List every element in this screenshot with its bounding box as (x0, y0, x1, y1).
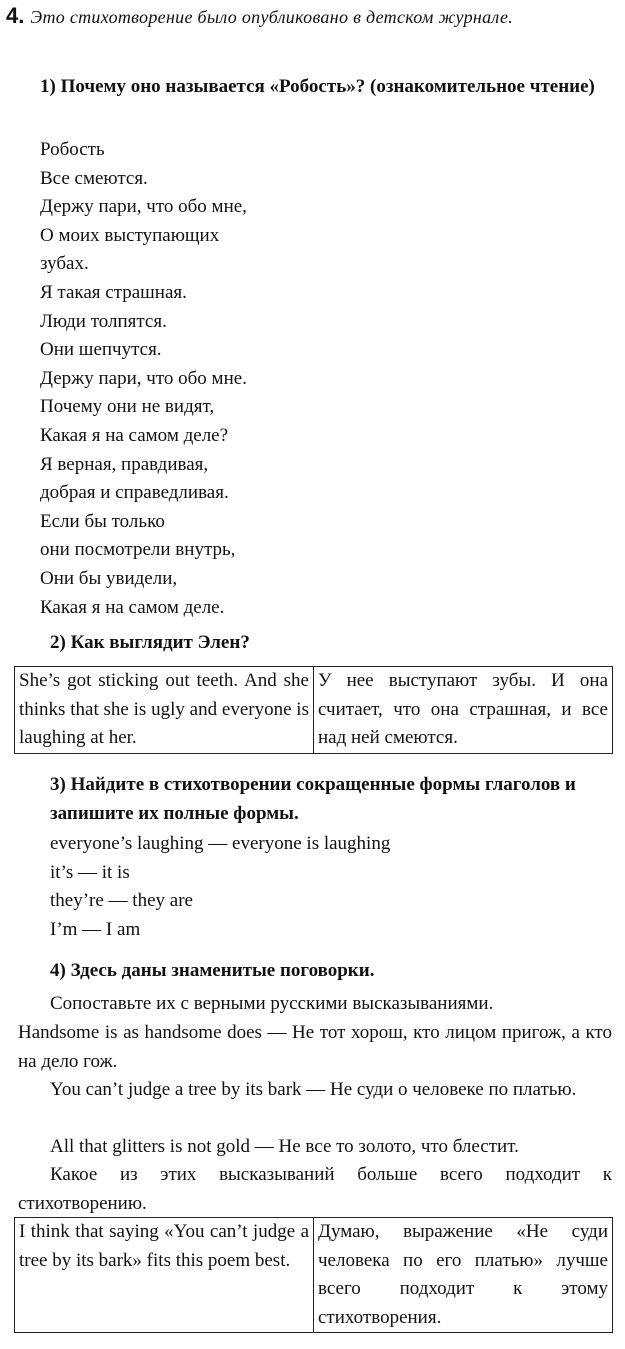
poem-line: Почему они не видят, (40, 396, 215, 418)
list-item: they’re — they are (50, 890, 193, 911)
poem-line: зубах. (40, 253, 89, 275)
task-number: 4. (6, 3, 25, 28)
poem-line: Все смеются. (40, 167, 148, 189)
list-item: it’s — it is (50, 861, 130, 883)
task-header (6, 2, 612, 31)
poem-line: Держу пари, что обо мне. (40, 367, 247, 389)
poem-title: Робость (40, 139, 105, 160)
answer-table-2 (14, 666, 613, 754)
answer-english: I think that saying «You can’t judge a tree by its bark» fits this poem best. (15, 1218, 314, 1333)
answer-russian: У нее выступают зубы. И она считает, что она страшная, и все над ней смеются. (314, 667, 613, 754)
question-1-heading: 1) Почему оно называется «Робость»? (ознакомительное чтение) (40, 76, 595, 97)
question-4-heading: 4) Здесь даны знаменитые поговорки. (50, 960, 375, 981)
saying-2: You can’t judge a tree by its bark — Не суди о человеке по платью. (50, 1079, 577, 1100)
answer-table-4 (14, 1217, 613, 1333)
table-row (15, 667, 613, 754)
contraction-list (50, 830, 390, 944)
poem-line: Я верная, правдивая, (40, 453, 209, 475)
question-2-heading: 2) Как выглядит Элен? (50, 632, 250, 653)
answer-russian: Думаю, выражение «Не суди человека по его платью» лучше всего подходит к этому стихотворения. (314, 1218, 613, 1333)
poem (40, 136, 247, 622)
poem-line: Они бы увидели, (40, 567, 178, 589)
list-item: everyone’s laughing — everyone is laughing (50, 833, 391, 854)
poem-line: Если бы только (40, 510, 165, 532)
question-3-heading: 3) Найдите в стихотворении сокращенные формы глаголов и запишите их полные формы. (50, 774, 576, 824)
poem-line: добрая и справедливая. (40, 482, 229, 504)
poem-line: Они шепчутся. (40, 339, 162, 361)
poem-line: Держу пари, что обо мне, (40, 196, 247, 218)
table-row (15, 1218, 613, 1333)
answer-english: She’s got sticking out teeth. And she thinks that she is ugly and everyone is laughing at her. (15, 667, 314, 754)
saying-1: Handsome is as handsome does — Не тот хорош, кто лицом пригож, а кто на дело гож. (18, 1022, 612, 1072)
task-intro: Это стихотворение было опубликовано в детском журнале. (30, 7, 514, 27)
poem-line: Какая я на самом деле. (40, 596, 225, 618)
poem-line: Люди толпятся. (40, 310, 167, 332)
saying-3: All that glitters is not gold — Не все то золото, что блестит. (50, 1136, 519, 1157)
poem-line: О моих выступающих (40, 224, 220, 246)
list-item: I’m — I am (50, 918, 141, 940)
question-4-prompt: Какое из этих высказываний больше всего подходит к стихотворению. (18, 1164, 612, 1214)
instruction-text: Сопоставьте их с верными русскими высказываниями. (50, 993, 494, 1014)
poem-line: они посмотрели внутрь, (40, 539, 236, 561)
poem-line: Я такая страшная. (40, 281, 187, 303)
poem-line: Какая я на самом деле? (40, 424, 229, 446)
